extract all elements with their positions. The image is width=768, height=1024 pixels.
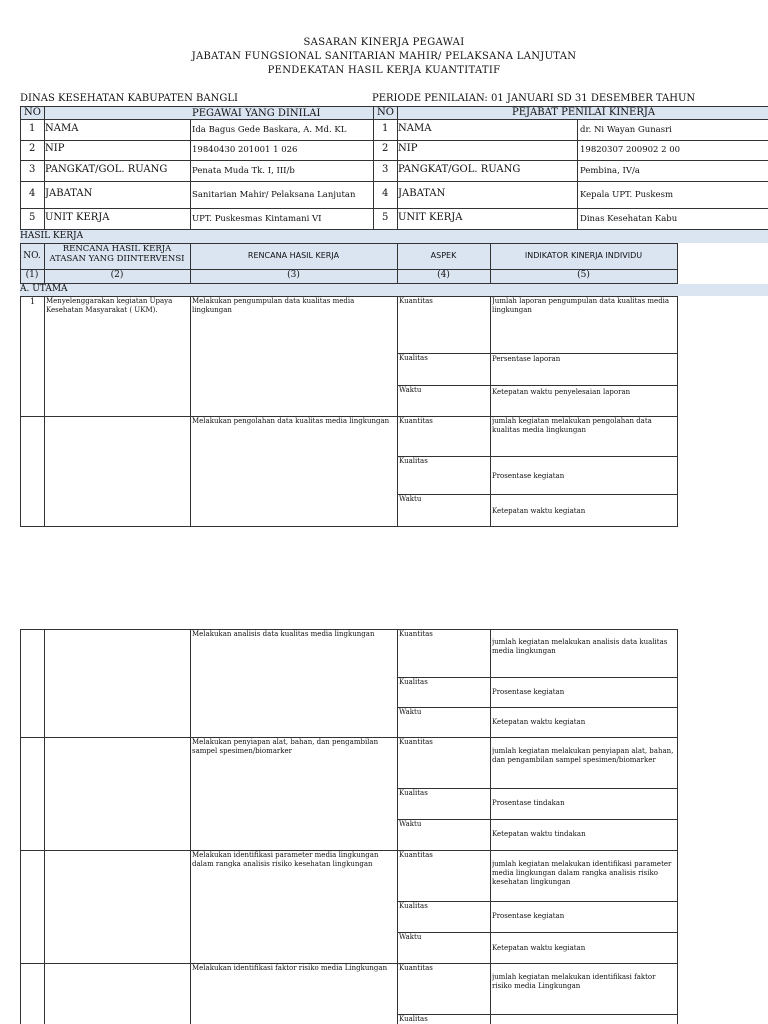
indikator-text: jumlah kegiatan melakukan identifikasi faktor risiko media Lingkungan	[492, 973, 656, 990]
indikator-text: Ketepatan waktu tindakan	[492, 830, 586, 838]
info-header-pejabat: PEJABAT PENILAI KINERJA	[512, 107, 656, 118]
col-number-4: (4)	[437, 270, 450, 280]
info-row-value2: Pembina, IV/a	[580, 166, 640, 176]
aspek-text: Kualitas	[399, 678, 428, 686]
info-row-value2: Dinas Kesehatan Kabu	[580, 214, 678, 224]
info-row-no2: 3	[382, 164, 389, 175]
info-row-no: 1	[29, 123, 36, 134]
hasil-kerja-label: HASIL KERJA	[20, 231, 84, 241]
aspect-divider	[397, 456, 678, 457]
doc-title: SASARAN KINERJA PEGAWAI	[303, 37, 465, 48]
aspect-divider	[397, 788, 678, 789]
aspect-divider	[397, 901, 678, 902]
row-number: 1	[30, 297, 36, 306]
info-row-label: NIP	[45, 143, 65, 154]
info-row-no: 2	[29, 143, 36, 154]
rencana-text: Melakukan identifikasi faktor risiko media Lingkungan	[192, 964, 388, 972]
info-row-value: Ida Bagus Gede Baskara, A. Md. KL	[192, 125, 347, 135]
info-row-label: JABATAN	[45, 188, 93, 199]
aspek-text: Waktu	[399, 820, 422, 828]
info-row-value2: Kepala UPT. Puskesm	[580, 190, 674, 200]
info-row-label2: PANGKAT/GOL. RUANG	[398, 164, 521, 175]
col-header-rencana-atasan: RENCANA HASIL KERJA ATASAN YANG DIINTERVENSI	[49, 244, 185, 264]
info-row-label2: UNIT KERJA	[398, 212, 463, 223]
aspek-text: Kuantitas	[399, 964, 433, 972]
indikator-text: Ketepatan waktu penyelesaian laporan	[492, 388, 631, 396]
rencana-text: Melakukan penyiapan alat, bahan, dan pengambilan sampel spesimen/biomarker	[192, 738, 379, 755]
aspect-divider	[397, 677, 678, 678]
indikator-text: Prosentase tindakan	[492, 799, 565, 807]
aspek-text: Kualitas	[399, 457, 428, 465]
aspect-divider	[397, 819, 678, 820]
periode-label: PERIODE PENILAIAN:	[372, 93, 488, 104]
info-row-no: 3	[29, 164, 36, 175]
aspek-text: Kuantitas	[399, 851, 433, 859]
info-header-no: NO	[24, 107, 41, 118]
aspek-text: Kuantitas	[399, 297, 433, 305]
indikator-text: jumlah kegiatan melakukan analisis data kualitas media lingkungan	[492, 638, 668, 655]
col-number-2: (2)	[110, 270, 124, 280]
info-row-value: 19840430 201001 1 026	[192, 145, 298, 155]
col-header-indikator: INDIKATOR KINERJA INDIVIDU	[524, 251, 643, 260]
aspect-divider	[397, 353, 678, 354]
indikator-text: Prosentase kegiatan	[492, 912, 565, 920]
aspek-text: Kuantitas	[399, 630, 433, 638]
aspek-text: Kualitas	[399, 902, 428, 910]
info-row-no2: 4	[382, 188, 389, 199]
info-row-value2: dr. Ni Wayan Gunasri	[580, 125, 672, 135]
section-label: A. UTAMA	[20, 284, 68, 294]
col-header-rencana: RENCANA HASIL KERJA	[247, 251, 340, 260]
aspek-text: Kualitas	[399, 354, 428, 362]
col-header-aspek: ASPEK	[430, 251, 457, 260]
indikator-text: Ketepatan waktu kegiatan	[492, 944, 586, 952]
doc-subtitle: JABATAN FUNGSIONAL SANITARIAN MAHIR/ PELAKSANA LANJUTAN	[191, 51, 577, 62]
section-bar	[20, 284, 768, 296]
doc-approach: PENDEKATAN HASIL KERJA KUANTITATIF	[267, 65, 501, 76]
aspek-text: Kualitas	[399, 1015, 428, 1023]
info-row-label2: NIP	[398, 143, 418, 154]
aspek-text: Kuantitas	[399, 417, 433, 425]
indikator-text: Persentase laporan	[492, 355, 561, 363]
info-row-label: UNIT KERJA	[45, 212, 110, 223]
periode-value: 01 JANUARI SD 31 DESEMBER TAHUN	[491, 93, 696, 104]
col-header-no: NO.	[23, 251, 41, 261]
indikator-text: Prosentase kegiatan	[492, 472, 565, 480]
indikator-text: jumlah kegiatan melakukan pengolahan data kualitas media lingkungan	[492, 417, 652, 434]
aspek-text: Waktu	[399, 495, 422, 503]
info-row-no2: 1	[382, 123, 389, 134]
aspect-divider	[397, 1014, 678, 1015]
indikator-text: jumlah kegiatan melakukan penyiapan alat, bahan, dan pengambilan sampel spesimen/biomarker	[492, 747, 674, 764]
info-header-pegawai: PEGAWAI YANG DINILAI	[192, 108, 321, 119]
atasan-text: Menyelenggarakan kegiatan Upaya Kesehatan Masyarakat ( UKM).	[46, 297, 173, 314]
col-number-3: (3)	[287, 270, 300, 280]
indikator-text: Prosentase kegiatan	[492, 688, 565, 696]
rencana-text: Melakukan pengolahan data kualitas media lingkungan	[192, 417, 390, 425]
info-row-value: UPT. Puskesmas Kintamani VI	[192, 214, 322, 224]
dinas-label: DINAS KESEHATAN KABUPATEN BANGLI	[20, 93, 238, 104]
aspek-text: Kualitas	[399, 789, 428, 797]
info-row-no: 5	[29, 212, 36, 223]
info-header-bg	[20, 106, 768, 119]
info-row-value2: 19820307 200902 2 00	[580, 145, 681, 155]
info-row-no2: 5	[382, 212, 389, 223]
indikator-text: Ketepatan waktu kegiatan	[492, 718, 586, 726]
aspect-divider	[397, 494, 678, 495]
indikator-text: Ketepatan waktu kegiatan	[492, 507, 586, 515]
rencana-text: Melakukan identifikasi parameter media lingkungan dalam rangka analisis risiko kesehatan lingkungan	[192, 851, 379, 868]
aspect-divider	[397, 932, 678, 933]
info-row-no2: 2	[382, 143, 389, 154]
aspek-text: Waktu	[399, 386, 422, 394]
rencana-text: Melakukan analisis data kualitas media lingkungan	[192, 630, 375, 638]
info-row-label2: NAMA	[398, 123, 432, 134]
info-row-label: PANGKAT/GOL. RUANG	[45, 164, 168, 175]
col-number-1: (1)	[25, 270, 39, 280]
aspek-text: Kuantitas	[399, 738, 433, 746]
rencana-text: Melakukan pengumpulan data kualitas media lingkungan	[192, 297, 355, 314]
aspect-divider	[397, 707, 678, 708]
info-row-value: Penata Muda Tk. I, III/b	[192, 166, 295, 176]
col-number-5: (5)	[577, 270, 590, 280]
info-row-no: 4	[29, 188, 36, 199]
aspek-text: Waktu	[399, 708, 422, 716]
info-header-no2: NO	[377, 107, 394, 118]
indikator-text: Jumlah laporan pengumpulan data kualitas media lingkungan	[492, 297, 670, 314]
info-row-value: Sanitarian Mahir/ Pelaksana Lanjutan	[192, 190, 356, 200]
info-row-label: NAMA	[45, 123, 79, 134]
hasil-kerja-bar	[20, 230, 768, 243]
aspect-divider	[397, 385, 678, 386]
info-row-label2: JABATAN	[398, 188, 446, 199]
aspek-text: Waktu	[399, 933, 422, 941]
indikator-text: jumlah kegiatan melakukan identifikasi parameter media lingkungan dalam rangka analisis risiko kesehatan lingkungan	[492, 860, 672, 886]
